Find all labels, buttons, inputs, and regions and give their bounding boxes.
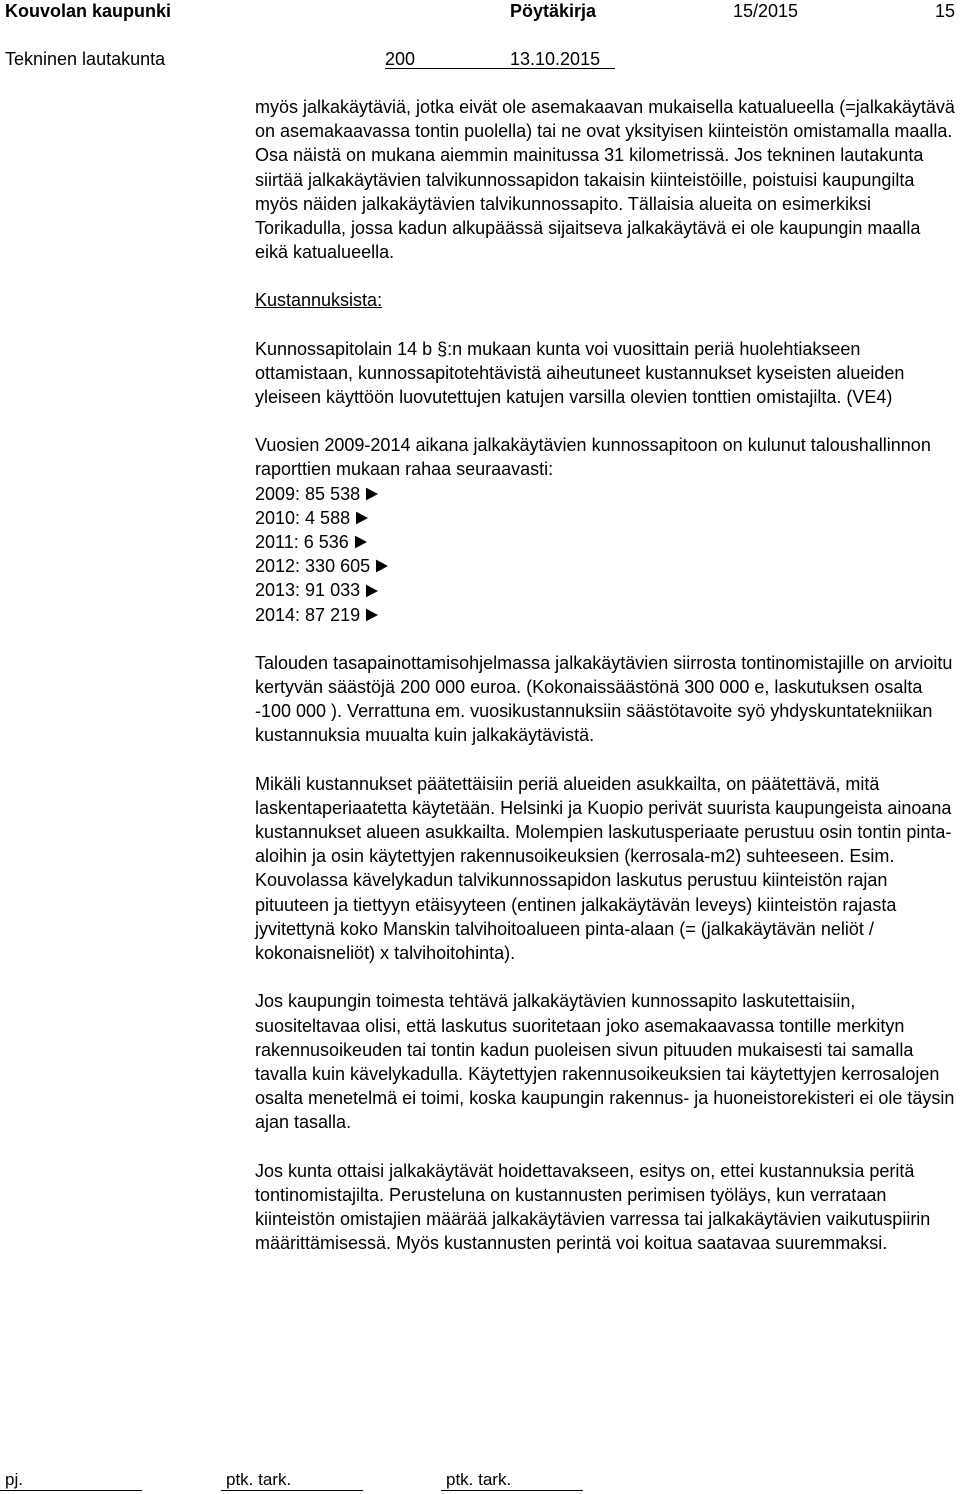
document-body: [255, 95, 955, 1255]
doc-number: 15/2015: [733, 1, 799, 21]
minutes-checker-line-1: [221, 1490, 363, 1491]
paragraph: Jos kaupungin toimesta tehtävä jalkakäytävien kunnossapito laskutettaisiin, suositeltavaa olisi, että laskutus suoritetaan joko asemakaavassa tontille merkityn rakennusoikeuden tai tontin kadun puoleisen sivun pituuden mukaisesti tai samalla tavalla kuin kävelykadulla. Käytettyjen rakennusoikeuksien tai käytettyjen kerrosalojen osalta menetelmä ei toimi, koska kaupungin rakennus- ja huoneistorekisteri ei ole täysin ajan tasalla.: [255, 991, 955, 1133]
cost-item: 2010: 4 588: [255, 506, 955, 530]
cost-item: 2013: 91 033: [255, 578, 955, 602]
paragraph: myös jalkakäytäviä, jotka eivät ole asemakaavan mukaisella katualueella (=jalkakäytävä on asemakaavassa tontin puolella) tai ne ovat yksityisen kiinteistön omistamalla maalla. Osa näistä on mukana aiemmin mainitussa 31 kilometrissä. Jos tekninen lautakunta siirtää jalkakäytävien talvikunnossapidon takaisin kiinteistöille, poistuisi kaupungilta myös näiden jalkakäytävien talvikunnossapito. Tällaisia alueita on esimerkiksi Torikadulla, jossa kadun alkupäässä sijaitseva jalkakäytävä ei ole kaupungin maalla eikä katualueella.: [255, 97, 955, 263]
minutes-checker-label-2: ptk. tark.: [446, 1470, 512, 1489]
header-divider: [385, 68, 615, 69]
doc-type: Pöytäkirja: [510, 1, 597, 21]
minutes-checker-label-1: ptk. tark.: [226, 1470, 292, 1489]
page-number: 15: [935, 1, 956, 21]
cost-item: 2014: 87 219: [255, 603, 955, 627]
euro-icon: [355, 536, 379, 549]
meeting-date: 13.10.2015: [510, 49, 601, 69]
section-heading: Kustannuksista:: [255, 290, 383, 311]
euro-icon: [366, 608, 390, 621]
paragraph: Mikäli kustannukset päätettäisiin periä alueiden asukkailta, on päätettävä, mitä laskentaperiaatetta käytetään. Helsinki ja Kuopio perivät suurista kaupungeista ainoana kustannukset alueen asukkailta. Molempien laskutusperiaate perustuu osin tontin pinta-aloihin ja osin käytettyjen rakennusoikeuksien (kerrosala-m2) suhteeseen. Esim. Kouvolassa kävelykadun talvikunnossapidon laskutus perustuu kiinteistön rajan pituuteen ja tiettyyn etäisyyteen (entinen jalkakäytävän leveys) kiinteistön rajasta jyvitettynä koko Manskin talvihoitoalueen pinta-alaan (= (jalkakäytävän neliöt / kokonaisneliöt) x talvihoitohinta).: [255, 773, 952, 964]
euro-icon: [356, 512, 380, 525]
cost-item: 2012: 330 605: [255, 554, 955, 578]
chair-signature-line: [0, 1490, 142, 1491]
section-number: 200: [385, 49, 416, 69]
paragraph: Talouden tasapainottamisohjelmassa jalkakäytävien siirrosta tontinomistajille on arvioitu kertyvän säästöjä 200 000 euroa. (Kokonaissäästönä 300 000 e, laskutuksen osalta -100 000 ). Verrattuna em. vuosikustannuksiin säästötavoite syö yhdyskuntatekniikan kustannuksia muualta kuin jalkakäytävistä.: [255, 652, 953, 746]
euro-icon: [366, 584, 390, 597]
cost-list: [255, 482, 955, 627]
minutes-checker-line-2: [441, 1490, 583, 1491]
paragraph: Jos kunta ottaisi jalkakäytävät hoidettavakseen, esitys on, ettei kustannuksia peritä tontinomistajilta. Perusteluna on kustannusten perimisen työläys, kun verrataan kiinteistön omistajien määrää jalkakäytävien varressa tai jalkakäytävien vaikutuspiirin määrittämisessä. Myös kustannusten perintä voi koitua saatavaa suuremmaksi.: [255, 1160, 931, 1254]
cost-item: 2009: 85 538: [255, 482, 955, 506]
euro-icon: [366, 487, 390, 500]
paragraph: Vuosien 2009-2014 aikana jalkakäytävien kunnossapitoon on kulunut taloushallinnon raporttien mukaan rahaa seuraavasti:: [255, 435, 931, 480]
euro-icon: [376, 560, 400, 573]
org-name: Kouvolan kaupunki: [5, 1, 172, 21]
chair-signature-label: pj.: [5, 1470, 23, 1489]
paragraph: Kunnossapitolain 14 b §:n mukaan kunta voi vuosittain periä huolehtiakseen ottamistaan, kunnossapitotehtävistä aiheutuneet kustannukset kyseisten alueiden yleiseen käyttöön luovutettujen katujen varsilla olevien tonttien omistajilta. (VE4): [255, 338, 905, 408]
cost-item: 2011: 6 536: [255, 530, 955, 554]
committee-name: Tekninen lautakunta: [5, 49, 166, 69]
